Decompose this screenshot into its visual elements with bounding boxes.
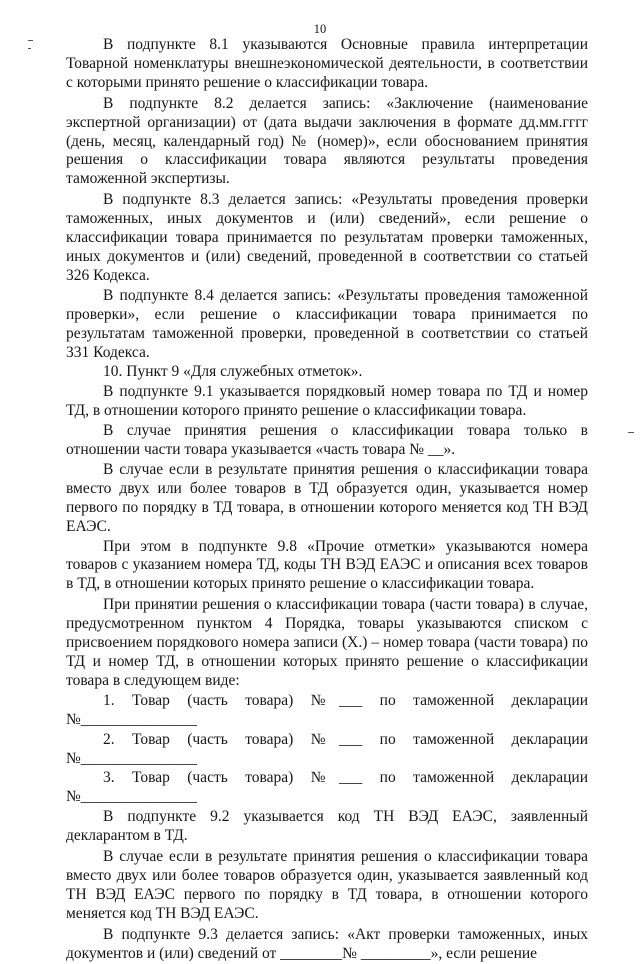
paragraph: В подпункте 8.3 делается запись: «Результаты проведения проверки таможенных, иных документов и (или) сведений», если решение о классификации товара принимается по результатам проверки таможенных, иных документов и (или) сведений, проведенной в соответствии со статьей 326 Кодекса. bbox=[66, 191, 588, 284]
paragraph: В подпункте 9.1 указывается порядковый номер товара по ТД и номер ТД, в отношении которого принято решение о классификации товара. bbox=[66, 383, 588, 420]
section-heading: 10. Пункт 9 «Для служебных отметок». bbox=[103, 363, 363, 381]
list-item: 3. Товар (часть товара) №___ по таможенной декларации №_______________ bbox=[66, 769, 588, 806]
paragraph: В случае если в результате принятия решения о классификации товара вместо двух или более товаров в ТД образуется один, указывается номер первого по порядку в ТД товара, в отношении которого меняется код ТН ВЭД ЕАЭС. bbox=[66, 460, 588, 535]
page-number: 10 bbox=[313, 22, 327, 36]
margin-mark bbox=[28, 48, 31, 49]
paragraph: При этом в подпункте 9.8 «Прочие отметки» указываются номера товаров с указанием номера ТД, коды ТН ВЭД ЕАЭС и описания всех товаров в ТД, в отношении которых принято решение о классификации товара. bbox=[66, 537, 588, 593]
paragraph: В подпункте 8.2 делается запись: «Заключение (наименование экспертной организации) от (дата выдачи заключения в формате дд.мм.гггг (день, месяц, календарный год) № (номер)», если обоснованием принятия решения о классификации товара являются результаты проведения таможенной экспертизы. bbox=[66, 94, 588, 188]
paragraph: В подпункте 9.3 делается запись: «Акт проверки таможенных, иных документов и (или) сведений от ________№ _________», если решение bbox=[66, 925, 588, 962]
paragraph: В подпункте 9.2 указывается код ТН ВЭД ЕАЭС, заявленный декларантом в ТД. bbox=[66, 808, 588, 845]
list-item: 1. Товар (часть товара) №___ по таможенной декларации №_______________ bbox=[66, 691, 588, 728]
list-item: 2. Товар (часть товара) №___ по таможенной декларации №_______________ bbox=[66, 730, 588, 767]
margin-mark bbox=[28, 40, 33, 41]
paragraph: В случае принятия решения о классификации товара только в отношении части товара указывается «часть товара № __». bbox=[66, 422, 588, 459]
margin-mark bbox=[628, 432, 634, 433]
document-body bbox=[66, 36, 588, 964]
paragraph: В случае если в результате принятия решения о классификации товара вместо двух или более товаров образуется один, указывается заявленный код ТН ВЭД ЕАЭС первого по порядку в ТД товара, в отношении которого меняется код ТН ВЭД ЕАЭС. bbox=[66, 848, 588, 922]
paragraph: В подпункте 8.4 делается запись: «Результаты проведения таможенной проверки», если решение о классификации товара принимается по результатам таможенной проверки, проведенной в соответствии со статьей 331 Кодекса. bbox=[66, 286, 588, 361]
paragraph: При принятии решения о классификации товара (части товара) в случае, предусмотренном пунктом 4 Порядка, товары указываются списком с присвоением порядкового номера записи (X.) – номер товара (части товара) по ТД и номер ТД, в отношении которых принято решение о классификации товара в следующем виде: bbox=[66, 596, 588, 689]
paragraph: В подпункте 8.1 указываются Основные правила интерпретации Товарной номенклатуры внешнеэкономической деятельности, в соответствии с которыми принято решение о классификации товара. bbox=[66, 36, 588, 91]
